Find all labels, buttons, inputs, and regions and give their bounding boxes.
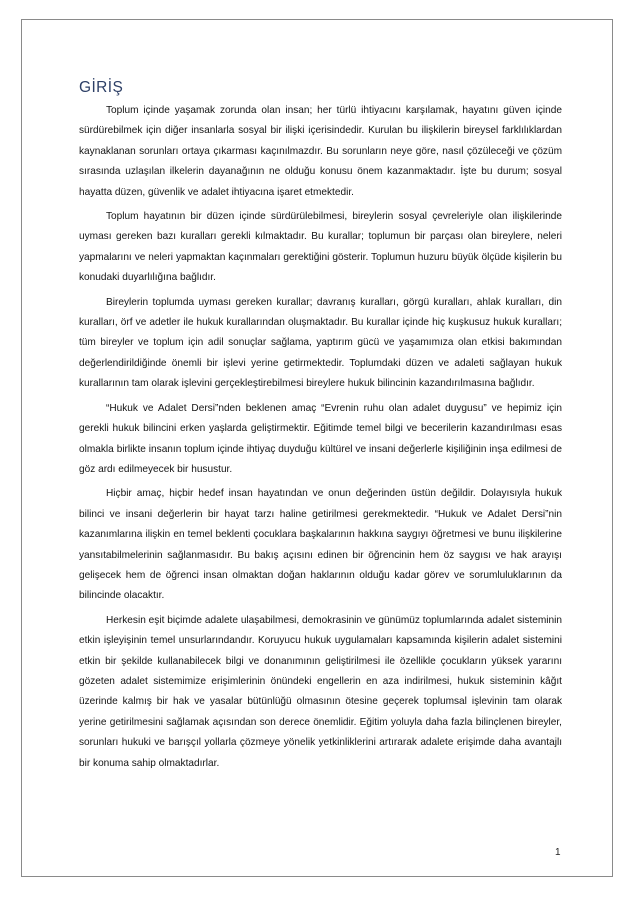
document-body [79, 101, 562, 778]
paragraph-1: Toplum içinde yaşamak zorunda olan insan; her türlü ihtiyacını karşılamak, hayatını güven içinde sürdürebilmek için diğer insanlarla sosyal bir ilişki içerisindedir. Kurulan bu ilişkilerin bireysel farklılıklardan kaynaklanan sorunları ortaya çıkarması kaçınılmazdır. Bu sorunların neye göre, nasıl çözüleceği ve çözüm sırasında uzlaşılan ilkelerin dayanağının ne olduğu konusu önem kazanmaktadır. İşte bu durum; sosyal hayatta düzen, güvenlik ve adalet ihtiyacına işaret etmektedir. [79, 105, 562, 198]
page-title: GİRİŞ [79, 79, 124, 96]
page-number: 1 [555, 847, 561, 858]
paragraph-6: Herkesin eşit biçimde adalete ulaşabilmesi, demokrasinin ve günümüz toplumlarında adalet sisteminin etkin işleyişinin temel unsurlarındandır. Koruyucu hukuk uygulamaları kapsamında kişilerin adalet sistemini etkin bir şekilde kullanabilecek bilgi ve donanımının geliştirilmesi ile özellikle çocukların yüksek yararını gözeten adalet sistemimize erişimlerinin önündeki engellerin en aza indirilmesi, hukuk sisteminin kâğıt üzerinde kalmış bir hak ve yasalar bütünlüğü olmasının ötesine geçerek toplumsal işlevinin tam olarak yerine getirilmesini sağlamak açısından son derece önemlidir. Eğitim yoluyla daha fazla bilinçlenen bireyler, sorunları hukuki ve barışçıl yollarla çözmeye yönelik yetkinliklerini artırarak adalete erişimde daha avantajlı bir konuma sahip olmaktadırlar. [79, 614, 562, 769]
paragraph-2: Toplum hayatının bir düzen içinde sürdürülebilmesi, bireylerin sosyal çevreleriyle olan ilişkilerinde uyması gereken bazı kuralları gerekli kılmaktadır. Bu kurallar; toplumun bir parçası olan bireylere, neleri yapmalarını ve neleri yapmaktan kaçınmaları gerektiğini gösterir. Toplumun huzuru büyük ölçüde kişilerin bu konudaki duyarlılığına bağlıdır. [79, 211, 562, 284]
paragraph-3: Bireylerin toplumda uyması gereken kurallar; davranış kuralları, görgü kuralları, ahlak kuralları, din kuralları, örf ve adetler ile hukuk kurallarından oluşmaktadır. Bu kurallar içinde hiç kuşkusuz hukuk kuralları; tüm bireyler ve toplum için adil sonuçlar sağlama, yaptırım gücü ve yaşamımıza olan etkisi bakımından değerlendirildiğinde önemli bir işlevi yerine getirmektedir. Toplumdaki düzen ve adaleti sağlayan hukuk kurallarının tam olarak işlevini gerçekleştirebilmesi bireylere hukuk bilincinin kazandırılmasına bağlıdır. [79, 296, 562, 390]
paragraph-5: Hiçbir amaç, hiçbir hedef insan hayatından ve onun değerinden üstün değildir. Dolayısıyla hukuk bilinci ve insani değerlerin bir hayat tarzı haline getirilmesi gerekmektedir. “Hukuk ve Adalet Dersi”nin kazanımlarına ilişkin en temel beklenti çocuklara başkalarının hakkına saygıyı öğretmesi ve bunu ilişkilerine yansıtabilmelerinin sağlanmasıdır. Bu bakış açısını edinen bir öğrencinin hem öz saygısı ve hak arayışı gelişecek hem de öğrenci insan olmaktan doğan haklarının olduğu kadar görev ve sorumluluklarının da bilincinde olacaktır. [79, 488, 562, 602]
paragraph-4: “Hukuk ve Adalet Dersi”nden beklenen amaç “Evrenin ruhu olan adalet duygusu” ve hepimiz için gerekli hukuk bilincini erken yaşlarda geliştirmektir. Eğitimde temel bilgi ve becerilerin kazandırılması esas olmakla birlikte insanın toplum içinde ihtiyaç duyduğu kültürel ve insani değerlerle kişiliğinin inşa edilmesi de göz ardı edilmeyecek bir husustur. [79, 402, 562, 475]
